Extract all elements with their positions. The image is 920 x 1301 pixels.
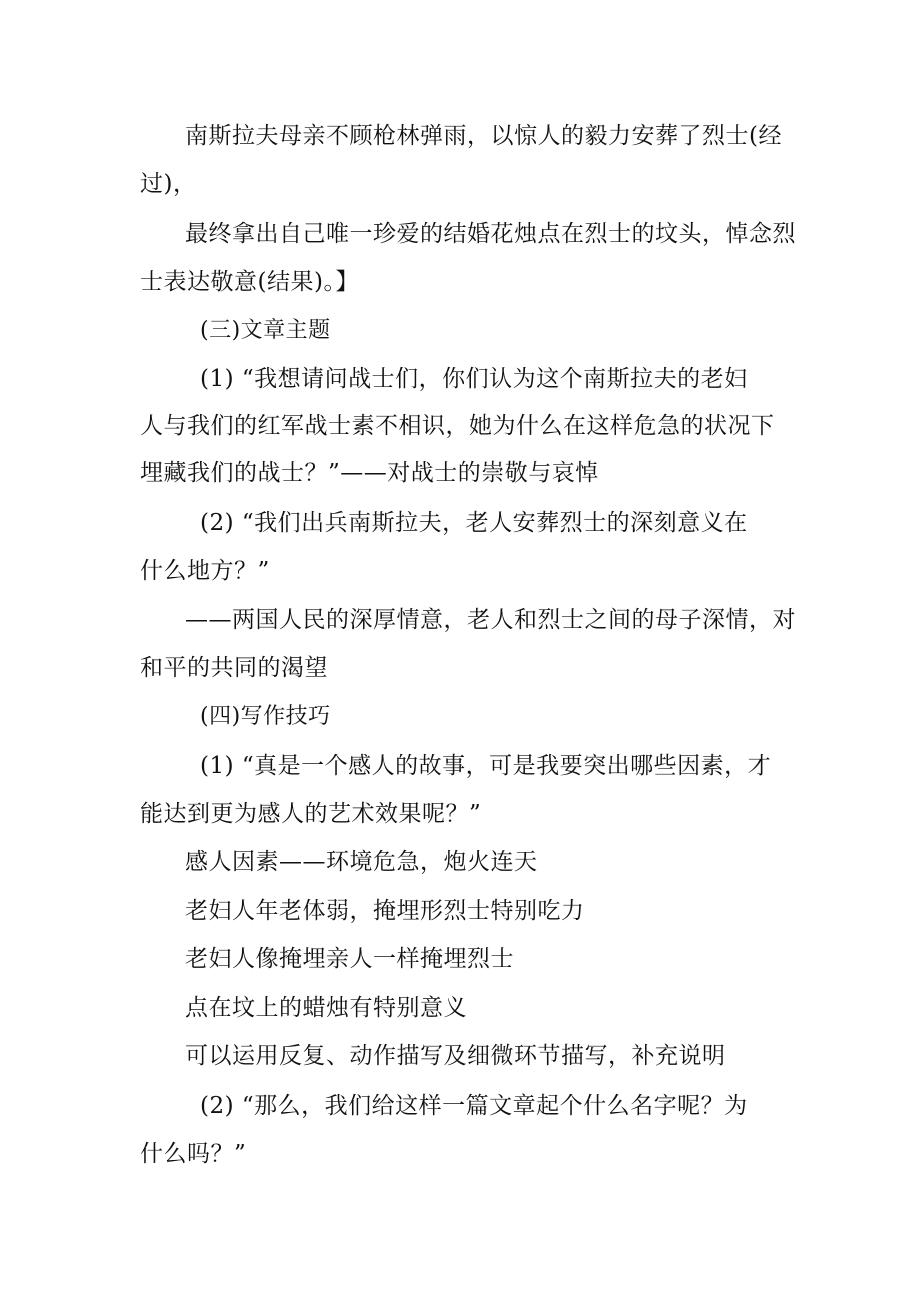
text-line: 埋藏我们的战士？”——对战士的崇敬与哀悼 — [140, 460, 599, 486]
text-line: 和平的共同的渴望 — [140, 655, 328, 681]
text-line: 什么吗？” — [140, 1141, 247, 1167]
text-line: 人与我们的红军战士素不相识，她为什么在这样危急的状况下 — [140, 413, 775, 439]
text-line: ——两国人民的深厚情意，老人和烈士之间的母子深情，对 — [185, 607, 796, 633]
text-line: 点在坟上的蜡烛有特别意义 — [185, 995, 467, 1021]
text-line: 感人因素——环境危急，炮火连天 — [185, 849, 538, 875]
text-line: 过)， — [140, 171, 197, 197]
text-line: (2) “那么，我们给这样一篇文章起个什么名字呢？为 — [200, 1093, 748, 1119]
text-line: 老妇人年老体弱，掩埋形烈士特别吃力 — [185, 898, 585, 924]
text-line: 士表达敬意(结果)。】 — [140, 269, 359, 295]
text-line: 老妇人像掩埋亲人一样掩埋烈士 — [185, 946, 514, 972]
section-heading: (四)写作技巧 — [200, 704, 331, 729]
text-line: 最终拿出自己唯一珍爱的结婚花烛点在烈士的坟头，悼念烈 — [185, 221, 796, 247]
text-line: 什么地方？” — [140, 558, 270, 584]
text-line: 能达到更为感人的艺术效果呢？” — [140, 801, 482, 827]
text-line: (1) “真是一个感人的故事，可是我要突出哪些因素，才 — [200, 753, 772, 779]
text-line: 可以运用反复、动作描写及细微环节描写，补充说明 — [185, 1043, 726, 1069]
text-line: (1) “我想请问战士们，你们认为这个南斯拉夫的老妇 — [200, 366, 748, 392]
section-heading: (三)文章主题 — [200, 318, 331, 343]
text-line: 南斯拉夫母亲不顾枪林弹雨，以惊人的毅力安葬了烈士(经 — [185, 123, 782, 149]
text-line: (2) “我们出兵南斯拉夫，老人安葬烈士的深刻意义在 — [200, 510, 748, 536]
